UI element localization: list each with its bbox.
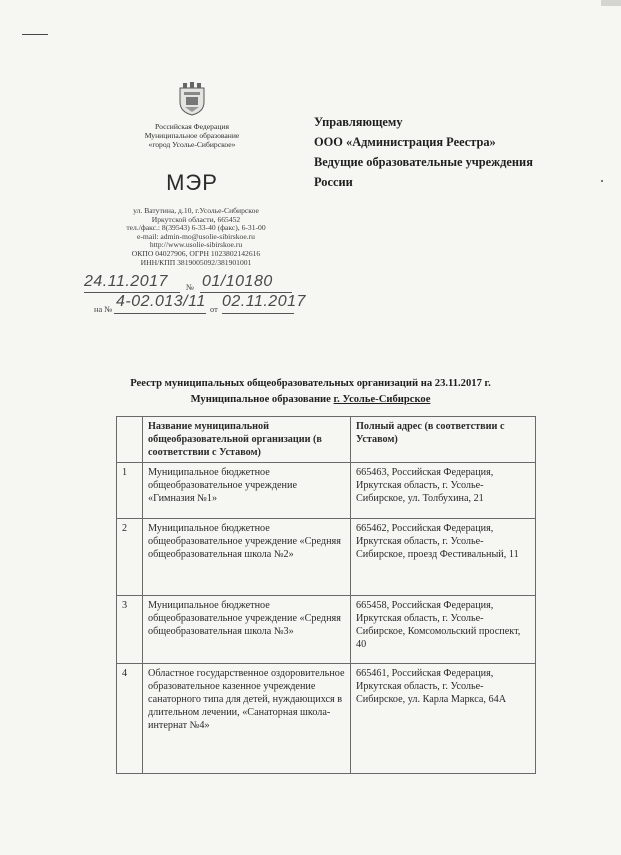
in-reply-from-label: от [210,305,218,314]
table-row [117,663,536,773]
letterhead-city: «город Усолье-Сибирское» [148,140,236,149]
in-reply-label: на № [94,305,113,314]
outgoing-date: 24.11.2017 [84,273,168,290]
school-name: Муниципальное бюджетное общеобразовательное учреждение «Средняя общеобразовательная школа №2» [143,518,351,595]
school-address: 665462, Российская Федерация, Иркутская область, г. Усолье-Сибирское, проезд Фестивальный, 11 [351,518,536,595]
row-number: 1 [117,462,143,518]
row-number: 2 [117,518,143,595]
coat-of-arms-icon [178,82,206,116]
letterhead-country: Российская Федерация [155,122,229,131]
scan-artifact-line [22,34,48,35]
table-row [117,595,536,663]
subtitle-prefix: Муниципальное образование [190,394,331,405]
letterhead-block [122,122,262,149]
scan-artifact-dot [601,180,603,182]
table-row [117,518,536,595]
school-name: Муниципальное бюджетное общеобразовательное учреждение «Средняя общеобразовательная школа №3» [143,595,351,663]
school-address: 665461, Российская Федерация, Иркутская область, г. Усолье-Сибирское, ул. Карла Маркса, 64А [351,663,536,773]
school-name: Областное государственное оздоровительное образовательное казенное учреждение санаторного типа для детей, нуждающихся в длительном лечении, «Санаторная школа-интернат №4» [143,663,351,773]
row-number: 3 [117,595,143,663]
school-address: 665458, Российская Федерация, Иркутская область, г. Усолье-Сибирское, Комсомольский проспект, 40 [351,595,536,663]
in-reply-number-underline [114,313,206,314]
header-number-cell [117,417,143,463]
phone-line: тел./факс.: 8(39543) 6-33-40 (факс), 6-31-00 [126,223,266,233]
school-address: 665463, Российская Федерация, Иркутская область, г. Усолье-Сибирское, ул. Толбухина, 21 [351,462,536,518]
address-line: Иркутской области, 665452 [151,214,241,224]
document-subtitle [0,394,621,405]
in-reply-date-underline [222,313,294,314]
table-header-row [117,417,536,463]
header-name-cell: Название муниципальной общеобразовательной организации (в соответствии с Уставом) [143,417,351,463]
website-line: http://www.usolie-sibirskoe.ru [149,240,243,250]
row-number: 4 [117,663,143,773]
in-reply-date: 02.11.2017 [222,293,306,310]
document-title: Реестр муниципальных общеобразовательных организаций на 23.11.2017 г. [130,378,491,389]
addressee-line: Ведущие образовательные учреждения [314,155,533,169]
addressee-line: ООО «Администрация Реестра» [314,135,496,149]
inn-line: ИНН/КПП 3819005092/381901001 [140,257,252,267]
org-abbreviation: МЭР [166,170,218,195]
schools-register-table [116,416,536,774]
in-reply-number: 4-02.013/11 [116,293,206,310]
email-line: e-mail: admin-mo@usolie-sibirskoe.ru [137,231,255,241]
addressee-line: Управляющему [314,115,403,129]
addressee-block [314,112,533,192]
okpo-line: ОКПО 04027906, ОГРН 1023802142616 [131,248,261,258]
sender-address-block [96,207,296,267]
scan-artifact-corner [601,0,621,6]
address-line: ул. Ватутина, д.10, г.Усолье-Сибирское [133,206,259,215]
school-name: Муниципальное бюджетное общеобразовательное учреждение «Гимназия №1» [143,462,351,518]
outgoing-number-label: № [186,283,194,292]
table-row [117,462,536,518]
addressee-line: России [314,175,353,189]
outgoing-number: 01/10180 [202,273,273,290]
header-address-cell: Полный адрес (в соответствии с Уставом) [351,417,536,463]
subtitle-city: г. Усолье-Сибирское [333,394,431,405]
letterhead-municipality: Муниципальное образование [144,131,240,140]
